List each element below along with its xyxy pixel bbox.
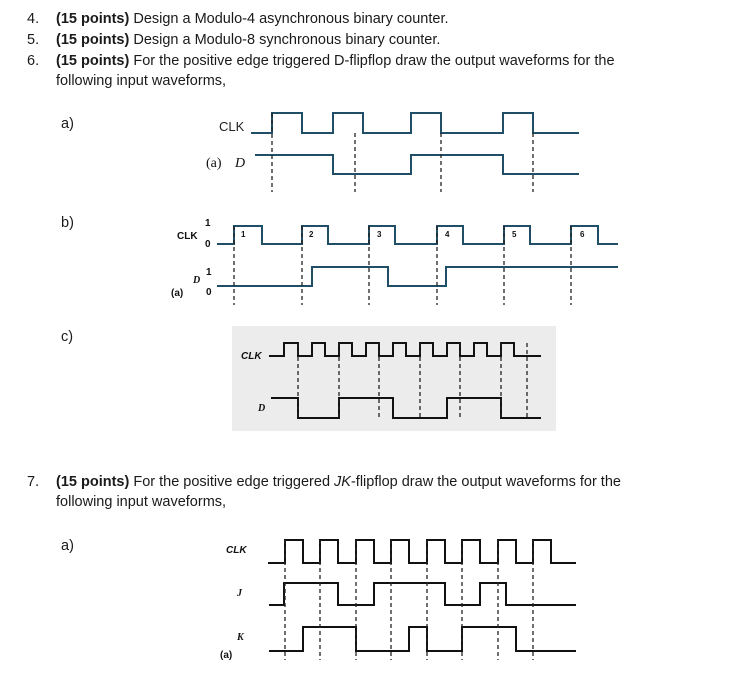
question-body: -flipflop draw the output waveforms for the [350,474,621,490]
clock-number: 2 [309,230,314,239]
clock-edge-markers [272,113,533,192]
part-label-7a: a) [61,538,74,554]
clk-waveform [217,226,618,244]
k-waveform [269,627,576,651]
tag-label: (a) [171,288,184,299]
d-label: D [235,156,246,171]
question-body: Design a Modulo-8 synchronous binary counter. [129,32,441,48]
d-label: D [258,403,266,414]
points: (15 points) [56,11,130,27]
waveform-6c [232,326,556,431]
points: (15 points) [56,474,130,490]
k-label: K [237,632,244,643]
clk-label: CLK [177,231,198,242]
question-continuation: following input waveforms, [56,73,227,89]
part-label-6b: b) [61,215,74,231]
clock-number: 6 [580,230,585,239]
part-label-6c: c) [61,329,74,345]
low-level: 0 [206,287,212,298]
question-body: For the positive edge triggered D-flipflop draw the output waveforms for the [129,53,615,69]
low-level: 0 [205,239,211,250]
d-waveform [255,155,579,174]
clock-number: 3 [377,230,382,239]
waveform-6a [206,113,579,192]
waveform-7a [220,540,576,661]
tag-label: (a) [220,650,233,661]
high-level: 1 [205,218,211,229]
question-number: 6. [27,53,40,69]
question-number: 5. [27,32,40,48]
j-waveform [269,583,576,605]
question-body: Design a Modulo-4 asynchronous binary counter. [129,11,449,27]
high-level: 1 [206,267,212,278]
d-waveform [217,267,618,286]
clk-label: CLK [219,119,245,134]
points: (15 points) [56,53,130,69]
question-continuation: following input waveforms, [56,494,227,510]
d-label: D [193,275,201,286]
clock-edge-markers [234,226,571,305]
question-number: 4. [27,11,40,27]
clock-number: 5 [512,230,517,239]
clk-label: CLK [226,545,247,556]
j-label: J [237,588,242,599]
clk-waveform [268,540,576,563]
clk-label: CLK [241,351,262,362]
question-body: For the positive edge triggered [129,474,335,490]
clock-number: 4 [445,230,450,239]
tag-label: (a) [206,156,222,171]
waveform-6b [171,218,618,305]
clock-number: 1 [241,230,246,239]
part-label-6a: a) [61,116,74,132]
points: (15 points) [56,32,130,48]
question-body-italic: JK [334,474,351,490]
clk-waveform [251,113,579,133]
question-number: 7. [27,474,40,490]
